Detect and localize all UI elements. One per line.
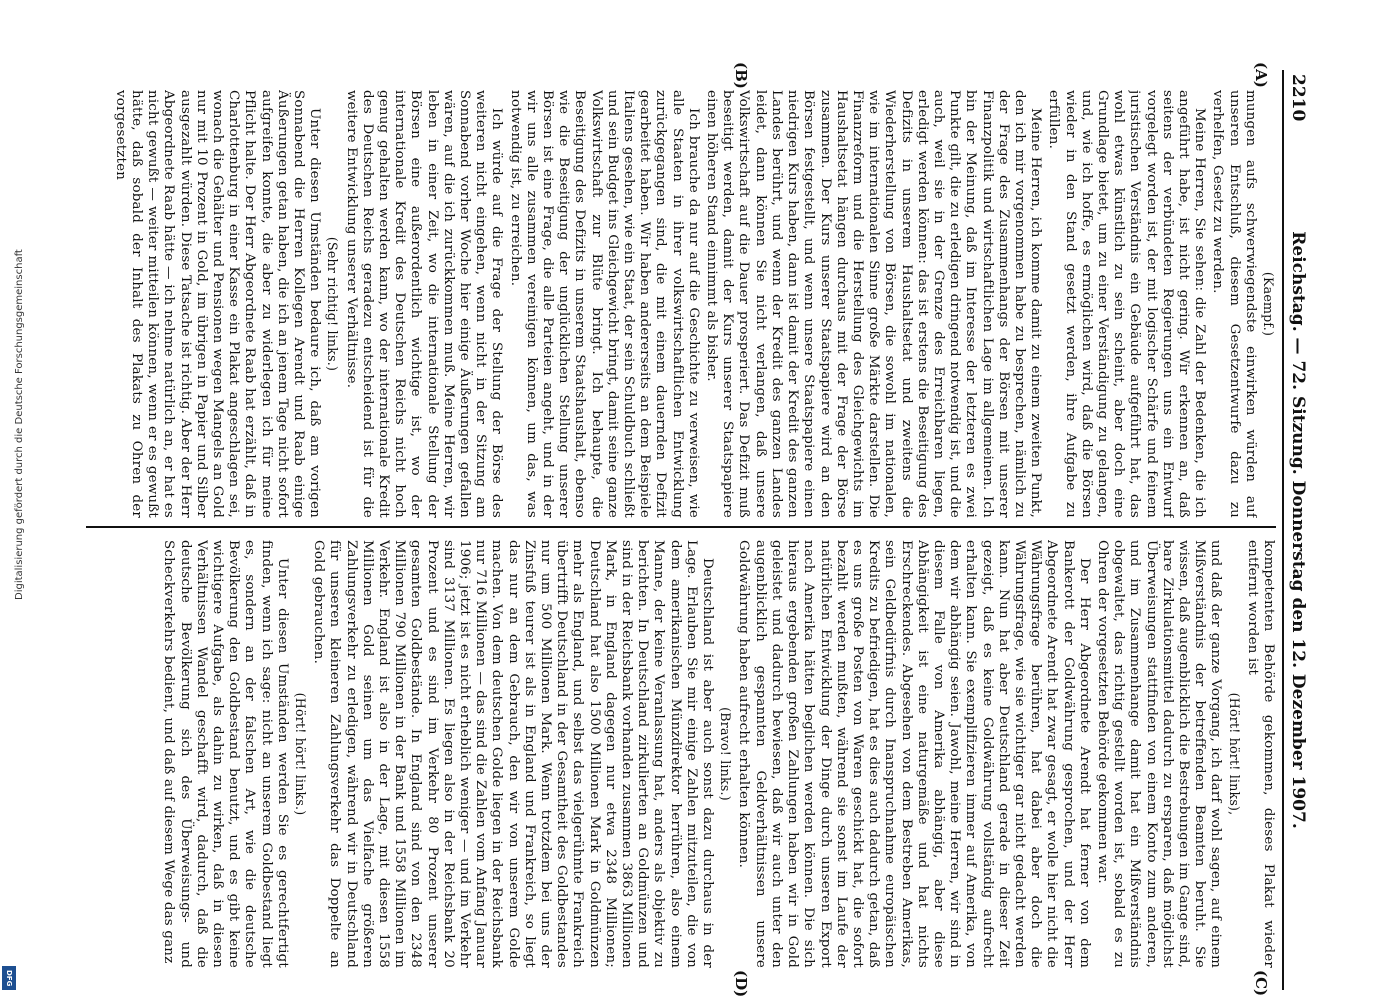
interjection: (Kaempf.) <box>1261 271 1276 337</box>
margin-marker-d: (D) <box>732 970 750 998</box>
rotated-page <box>65 62 1310 998</box>
page-number: 2210 <box>1288 74 1308 122</box>
column-divider <box>86 526 1276 528</box>
interjection: (Hört! hört! links), <box>1226 692 1242 816</box>
interjection: (Bravo! links.) <box>718 707 734 801</box>
paragraph: Unter diesen Umständen werden Sie es gerechtfertigt finden, wenn ich sage: nicht an unserem Goldbestand liegt es, sondern an der falschen Art, wie die deutsche Bevölkerung den Goldbestand benutzt, und es gibt keine wichtigere Aufgabe, als dahin zu wirken, daß in diesen Verhältnissen Wandel geschafft wird, dadurch, daß die deutsche Bevölkerung sich des Überweisungs- und Scheckverkehrs bedient, und daß auf diesem Wege das ganz <box>161 540 290 968</box>
page-header <box>1282 70 1310 990</box>
margin-marker-a: (A) <box>1252 62 1270 88</box>
margin-marker-c: (C) <box>1252 970 1270 997</box>
paragraph: Deutschland ist aber auch sonst dazu durchaus in der Lage. Erlauben Sie mir einige Zahlen mitzuteilen, die von dem amerikanischen Münzdirektor herrühren, also einem Manne, der keine Veranlassung hat, anders als objektiv zu berichten. In Deutschland zirkulierten an Goldmünzen und sind in der Reichsbank vorhanden zusammen 3863 Millionen Mark, in England dagegen nur etwa 2348 Millionen; Deutschland hat also 1500 Millionen Mark in Goldmünzen mehr als England, und selbst das vielgerühmte Frankreich übertrifft Deutschland in der Gesamtheit des Goldbestandes nur um 500 Millionen Mark. Wenn trotzdem bei uns der Zinsfuß teurer ist als in England und Frankreich, so liegt das nur an dem Gebrauch, den wir von unserem Golde machen. Von dem deutschen Golde liegen in der Reichsbank nur 716 Millionen — das sind die Zahlen vom Anfang Januar 1906; jetzt ist es nicht erheblich weniger — und im Verkehr sind 3137 Millionen. Es liegen also in der Reichsbank 20 Prozent und es sind im Verkehr 80 Prozent unserer gesamten Goldbestände. In England sind von den 2348 Millionen 790 Millionen in der Bank und 1558 Millionen im Verkehr. England ist also in der Lage, mit diesen 1558 Millionen Gold seinen um das Vielfache größeren Zahlungsverkehr zu erledigen, während wir in Deutschland für unseren kleineren Zahlungsverkehr das Doppelte an Gold gebrauchen. <box>311 540 716 968</box>
page-title: Reichstag. — 72. Sitzung. Donnerstag den 12. Dezember 1907. <box>1288 231 1308 829</box>
dfg-logo-icon: DFG <box>2 966 16 990</box>
paragraph: Meine Herren, ich komme damit zu einem zweiten Punkt, den ich mir vorgenommen habe zu besprechen, nämlich zu der Frage des Zusammenhangs der Börsen mit unserer Finanzpolitik und wirtschaftlichen Lage im allgemeinen. Ich bin der Meinung, daß im Interesse der letzteren es zwei Punkte gilt, die zu erledigen dringend notwendig ist, und die auch, weil sie in der Grenze des Erreichbaren liegen, erledigt werden können: das ist erstens die Beseitigung des Defizits in unserem Haushaltsetat und zweitens die Wiederherstellung von Börsen, die sowohl im nationalen, wie im internationalen Sinne große Märkte darstellen. Die Finanzreform und die Herstellung des Gleichgewichts im Haushaltsetat hängen durchaus mit der Frage der Börse zusammen. Der Kurs unserer Staatspapiere wird an den Börsen festgestellt, und wenn unsere Staatspapiere einen niedrigen Kurs haben, dann ist damit der Kredit des ganzen Landes berührt, und wenn der Kredit des ganzen Landes leidet, dann können Sie nicht verlangen, daß unsere Volkswirtschaft auf die Dauer prosperiert. Das Defizit muß beseitigt werden, damit der Kurs unserer Staatspapiere einen höheren Stand einnimmt als bisher. <box>704 90 1044 518</box>
paragraph: Der Herr Abgeordnete Arendt hat ferner von dem Bankerott der Goldwährung gesprochen, und der Herr Abgeordnete Arendt hat zwar gesagt, er wolle hier nicht die Währungsfrage berühren, hat dabei aber doch die Währungsfrage, wie sie wichtiger gar nicht gedacht werden kann. Nun hat aber Deutschland gerade in dieser Zeit gezeigt, daß es keine Goldwährung vollständig aufrecht erhalten kann. Sie exemplifizieren immer auf Amerika, von dem wir abhängig seien. Jawohl, meine Herren, wir sind in diesem Falle von Amerika abhängig, aber diese Abhängigkeit ist eine naturgemäße und hat nichts Erschreckendes. Abgesehen von dem Bestreben Amerikas, sein Geldbedürfnis durch Inanspruchnahme europäischen Kredits zu befriedigen, hat es dies auch dadurch getan, daß es uns große Posten von Waren geschickt hat, die sofort bezahlt werden mußten, während sie sonst im Laufe der natürlichen Entwicklung der Dinge durch unseren Export nach Amerika hätten beglichen werden können. Die sich hieraus ergebenden großen Zahlungen haben wir in Gold geleistet und dadurch bewiesen, daß wir auch unter den augenblicklich gespannten Geldverhältnissen unsere Goldwährung haben aufrecht erhalten können. <box>736 540 1092 968</box>
paragraph: und daß der ganze Vorgang, ich darf wohl sagen, auf einem Mißverständnis der betreffenden Beamten beruht. Sie wissen, daß augenblicklich die Bestrebungen im Gange sind, bare Zirkulationsmittel dadurch zu ersparen, daß möglichst Überweisungen stattfinden von einem Konto zum anderen, und im Zusammenhange damit hat ein Mißverständnis obgewaltet, das richtig gestellt worden ist, sobald es zu Ohren der vorgesetzten Behörde gekommen war. <box>1094 540 1224 968</box>
right-column <box>76 540 1276 968</box>
margin-marker-b: (B) <box>732 62 750 89</box>
paragraph: Ich brauche da nur auf die Geschichte zu verweisen, wie alle Staaten in ihrer volkswirtschaftlichen Entwicklung zurückgegangen sind, die mit einem dauernden Defizit gearbeitet haben. Wir haben andererseits an dem Beispiele Italiens gesehen, wie ein Staat, der sein Schuldbuch schließt und sein Budget ins Gleichgewicht bringt, damit seine ganze Volkswirtschaft zur Blüte bringt. Ich behaupte, die Beseitigung des Defizits in unserem Staatshaushalt, ebenso wie die Beseitigung der unglücklichen Stellung unserer Börsen ist eine Frage, die alle Parteien angeht, und in der wir uns alle zusammen vereinigen können, um das, was notwendig ist, zu erreichen. <box>507 90 701 518</box>
left-column <box>76 90 1276 518</box>
paragraph: Ich würde auf die Frage der Stellung der Börse des weiteren nicht eingehen, wenn nicht in der Sitzung am Sonnabend vorher Woche hier einige Äußerungen gefallen wären, auf die ich zurückkommen muß. Meine Herren, wir leben in einer Zeit, wo die internationale Stellung der Börsen eine außerordentlich wichtige ist, wo der internationale Kredit des Deutschen Reichs nicht hoch genug gehalten werden kann, wo der internationale Kredit des Deutschen Reichs geradezu entscheidend ist für die weitere Entwicklung unserer Verhältnisse. <box>343 90 505 518</box>
digitization-imprint: Digitalisierung gefördert durch die Deutsche Forschungsgemeinschaft <box>14 249 25 600</box>
paragraph: mungen aufs schwerwiegendste einwirken würden auf unseren Entschluß, diesem Gesetzentwurfe dazu zu verhelfen, Gesetz zu werden. <box>1210 90 1258 518</box>
paragraph: kompetenten Behörde gekommen, dieses Plakat wieder entfernt worden ist <box>1244 540 1276 968</box>
paragraph: Unter diesen Umständen bedaure ich, daß am vorigen Sonnabend die Herren Kollegen Arendt und Raab einige Äußerungen getan haben, die ich an jenem Tage nicht sofort aufgreifen konnte, die aber zu widerlegen ich für meine Pflicht halte. Der Herr Abgeordnete Raab hat erzählt, daß in Charlottenburg in einer Kasse ein Plakat angeschlagen sei, wonach die Gehälter und Pensionen wegen Mangels an Gold nur mit 10 Prozent in Gold, im übrigen in Papier und Silber ausgezahlt würden. Diese Tatsache ist richtig. Aber der Herr Abgeordnete Raab hätte — ich nehme natürlich an, er hat es nicht gewußt — weiter mitteilen können, wenn er es gewußt hätte, daß sobald der Inhalt des Plakats zu Ohren der vorgesetzten <box>112 90 323 518</box>
paragraph: Meine Herren, Sie sehen: die Zahl der Bedenken, die ich angeführt habe, ist nicht gering. Wir erkennen an, daß seitens der verbündeten Regierungen uns ein Entwurf vorgelegt worden ist, der mit logischer Schärfe und feinem juristischen Verständnis ein Gebäude aufgeführt hat, das wohl etwas künstlich zu sein scheint, aber doch eine Grundlage bietet, um zu einer Verständigung zu gelangen, und, wie ich hoffe, es ermöglichen wird, daß die Börsen wieder in den Stand gesetzt werden, ihre Aufgabe zu erfüllen. <box>1046 90 1208 518</box>
interjection: (Hört! hört! links.) <box>293 692 309 816</box>
interjection: (Sehr richtig! links.) <box>325 236 341 372</box>
